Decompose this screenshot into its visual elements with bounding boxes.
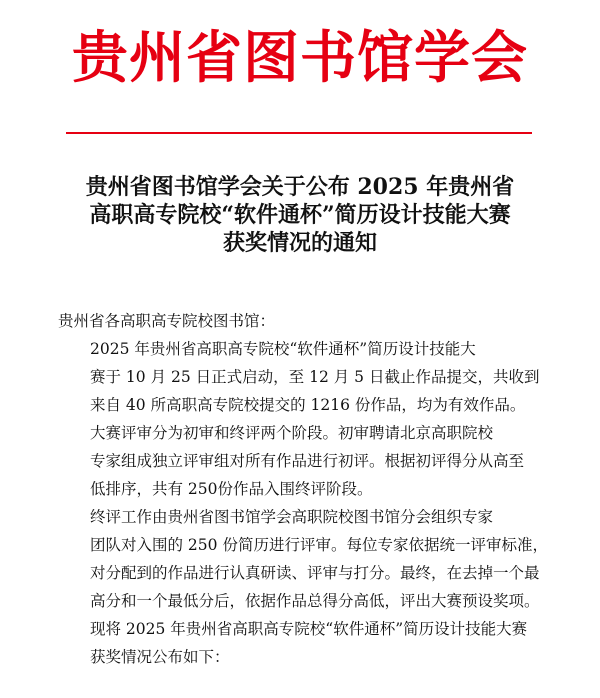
paragraph-line: 高分和一个最低分后，依据作品总得分高低，评出大赛预设奖项。 xyxy=(90,592,540,610)
salutation: 贵州省各高职高专院校图书馆： xyxy=(58,312,276,330)
paragraph-line: 2025 年贵州省高职高专院校“软件通杯”简历设计技能大 xyxy=(90,340,476,358)
notice-title-line: 获奖情况的通知 xyxy=(222,230,377,256)
notice-title-line: 贵州省图书馆学会关于公布 2025 年贵州省 xyxy=(85,174,515,200)
paragraph-1 xyxy=(58,335,558,419)
paragraph-line: 对分配到的作品进行认真研读、评审与打分。最终，在去掉一个最 xyxy=(90,564,540,582)
notice-body xyxy=(58,307,558,671)
paragraph-line: 团队对入围的 250 份简历进行评审。每位专家依据统一评审标准， xyxy=(90,536,548,554)
paragraph-3 xyxy=(58,503,558,671)
paragraph-2 xyxy=(58,419,558,503)
paragraph-line: 赛于 10 月 25 日正式启动，至 12 月 5 日截止作品提交，共收到 xyxy=(90,368,540,386)
paragraph-line: 低排序，共有 250份作品入围终评阶段。 xyxy=(90,480,373,498)
letterhead-red-rule xyxy=(66,132,532,134)
letterhead-title: 贵州省图书馆学会 xyxy=(72,25,528,91)
paragraph-line: 获奖情况公布如下： xyxy=(90,648,230,666)
paragraph-line: 专家组成独立评审组对所有作品进行初评。根据初评得分从高至 xyxy=(90,452,525,470)
paragraph-line: 终评工作由贵州省图书馆学会高职院校图书馆分会组织专家 xyxy=(90,508,494,526)
notice-title xyxy=(40,173,560,257)
paragraph-line: 大赛评审分为初审和终评两个阶段。初审聘请北京高职院校 xyxy=(90,424,494,442)
notice-title-line: 高职高专院校“软件通杯”简历设计技能大赛 xyxy=(89,202,511,228)
paragraph-line: 来自 40 所高职高专院校提交的 1216 份作品，均为有效作品。 xyxy=(90,396,526,414)
paragraph-line: 现将 2025 年贵州省高职高专院校“软件通杯”简历设计技能大赛 xyxy=(90,620,528,638)
